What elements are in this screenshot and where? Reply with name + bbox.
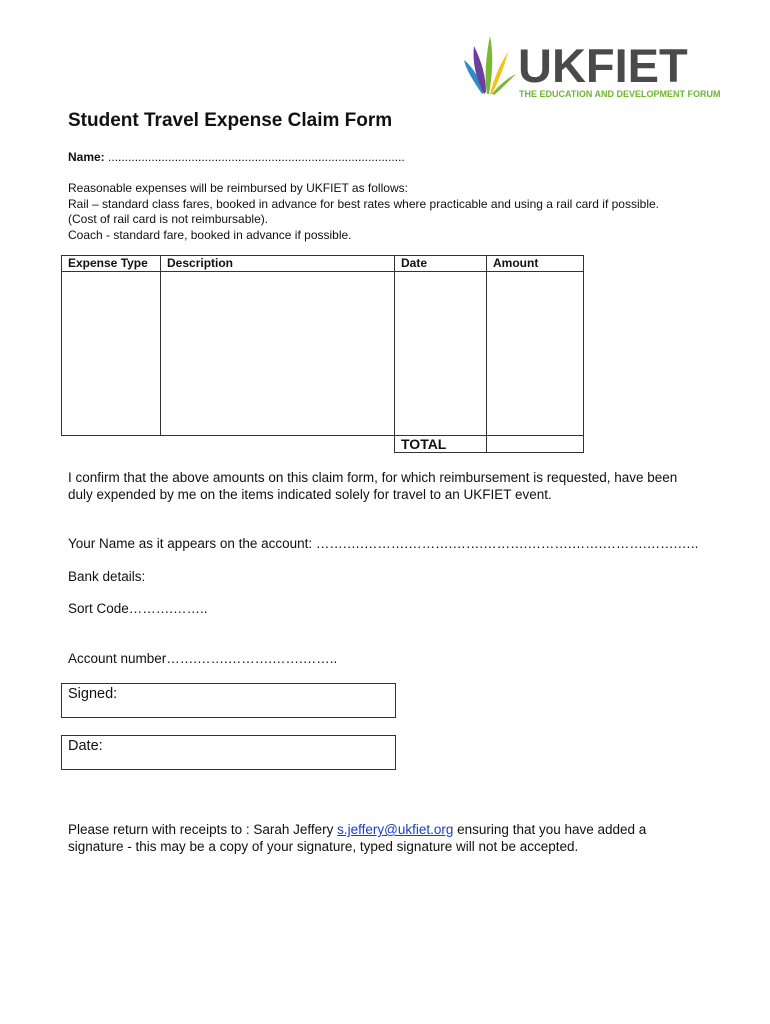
- account-name-field[interactable]: Your Name as it appears on the account: …….….……….……….…….……….……….…….……….…….…..: [68, 536, 699, 551]
- total-amount-cell[interactable]: [487, 436, 584, 453]
- confirmation-statement: [68, 469, 677, 503]
- expense-table: [61, 255, 584, 453]
- logo-wordmark: UKFIET: [518, 39, 688, 92]
- sort-code-field[interactable]: Sort Code……….……..: [68, 601, 208, 616]
- ukfiet-logo: [462, 36, 724, 100]
- bank-details-label: Bank details:: [68, 569, 146, 584]
- expense-type-cell[interactable]: [62, 272, 161, 436]
- signed-label: Signed:: [68, 686, 118, 702]
- total-row: [62, 436, 584, 453]
- description-cell[interactable]: [161, 272, 395, 436]
- confirm-line-1: I confirm that the above amounts on this claim form, for which reimbursement is requested, have been: [68, 470, 678, 485]
- date-cell[interactable]: [395, 272, 487, 436]
- email-link[interactable]: s.jeffery@ukfiet.org: [337, 822, 454, 837]
- account-number-field[interactable]: Account number…….…….……….…….……..: [68, 651, 338, 666]
- terms-intro: Reasonable expenses will be reimbursed by UKFIET as follows:: [68, 181, 408, 195]
- total-label: TOTAL: [395, 436, 487, 453]
- table-header-row: [62, 256, 584, 272]
- return-suffix: ensuring that you have added a: [453, 822, 647, 837]
- name-label: Name:: [68, 150, 105, 164]
- logo-tagline: THE EDUCATION AND DEVELOPMENT FORUM: [519, 89, 721, 99]
- amount-cell[interactable]: [487, 272, 584, 436]
- table-row: [62, 272, 584, 436]
- date-label: Date:: [68, 738, 103, 754]
- name-field[interactable]: [68, 150, 405, 166]
- date-box[interactable]: [61, 735, 396, 770]
- header-amount: Amount: [487, 256, 584, 272]
- terms-rail: Rail – standard class fares, booked in advance for best rates where practicable and using a rail card if possible.: [68, 196, 659, 211]
- return-prefix: Please return with receipts to : Sarah Jeffery: [68, 822, 338, 837]
- header-date: Date: [395, 256, 487, 272]
- reimbursement-terms: [68, 181, 659, 243]
- total-spacer: [62, 436, 395, 453]
- header-expense-type: Expense Type: [62, 256, 161, 272]
- terms-coach: Coach - standard fare, booked in advance if possible.: [68, 227, 352, 242]
- return-line-1: [68, 821, 646, 838]
- ukfiet-leaf-icon: [462, 36, 724, 100]
- return-line-2: signature - this may be a copy of your signature, typed signature will not be accepted.: [68, 839, 579, 854]
- confirm-line-2: duly expended by me on the items indicated solely for travel to an UKFIET event.: [68, 487, 552, 502]
- terms-rail-note: (Cost of rail card is not reimbursable).: [68, 212, 269, 226]
- name-dots: .........................................................................................: [104, 150, 405, 164]
- return-instructions: [68, 821, 646, 855]
- signature-box[interactable]: [61, 683, 396, 718]
- header-description: Description: [161, 256, 395, 272]
- form-title: Student Travel Expense Claim Form: [68, 110, 393, 131]
